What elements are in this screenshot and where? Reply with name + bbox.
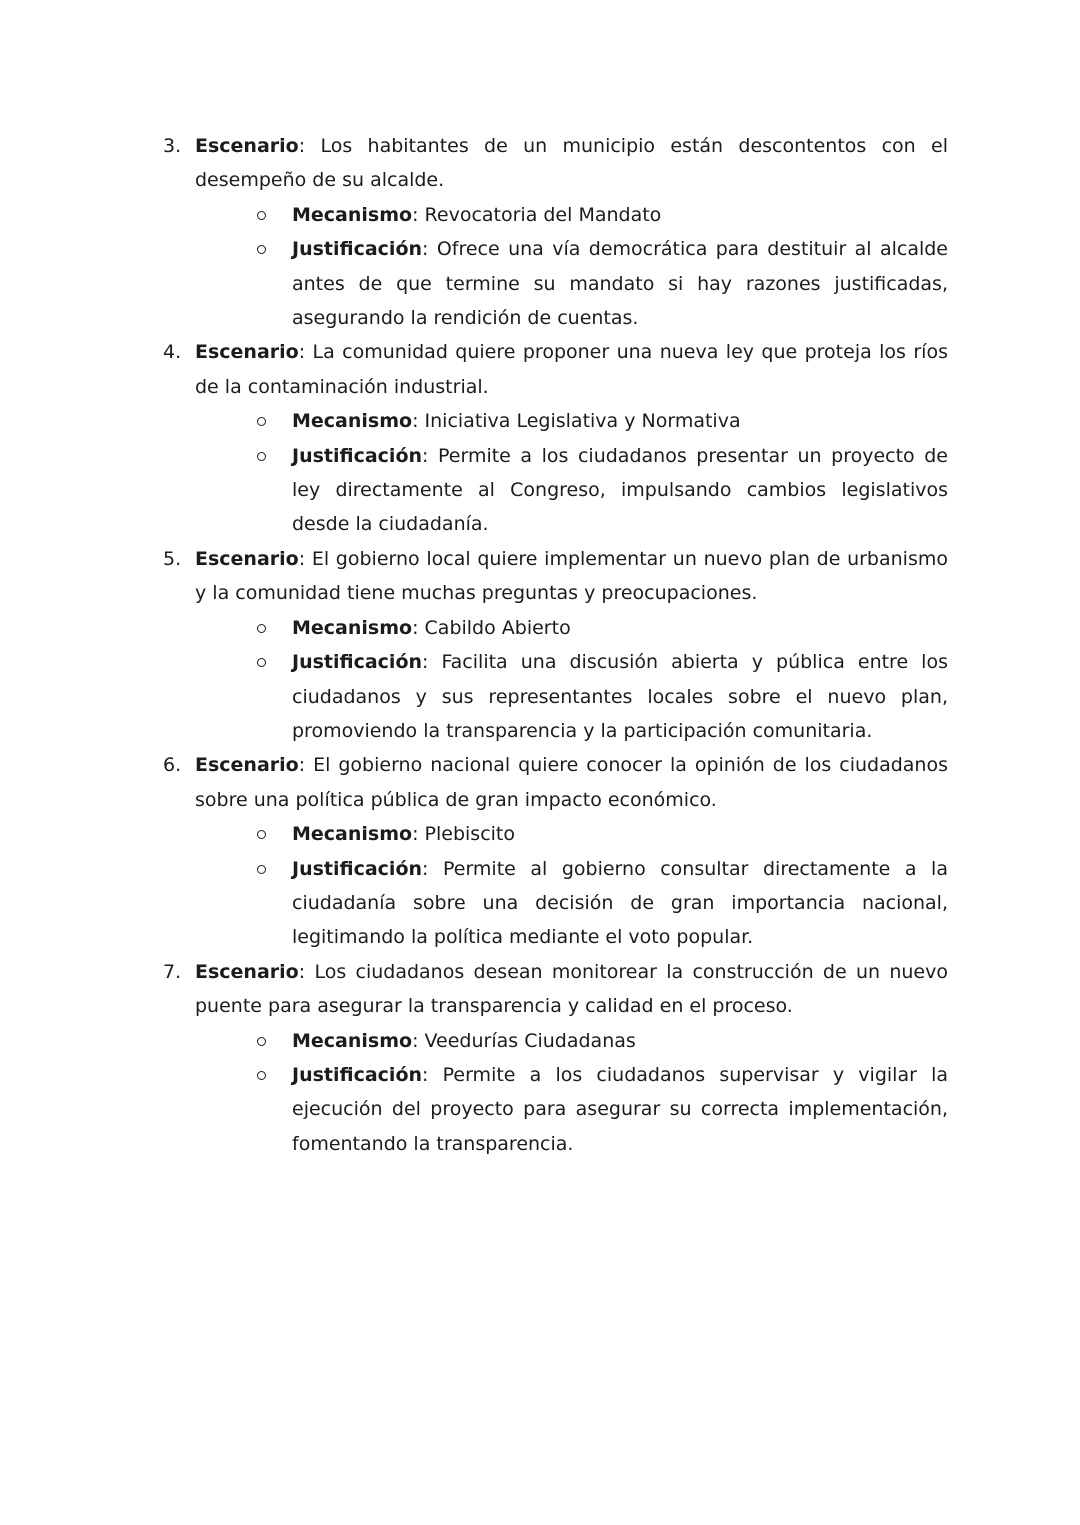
mechanism-item: Mecanismo: Veedurías Ciudadanas — [195, 1024, 948, 1058]
justification-value: Permite al gobierno consultar directamente a la ciudadanía sobre una decisión de gran importancia nacional, legitimando la política mediante el voto popular. — [292, 857, 948, 949]
justification-value: Permite a los ciudadanos presentar un proyecto de ley directamente al Congreso, impulsando cambios legislativos desde la ciudadanía. — [292, 444, 948, 536]
mechanism-label: Mecanismo — [292, 823, 413, 846]
circle-bullet-icon — [257, 417, 266, 426]
scenario-description: Escenario: El gobierno local quiere implementar un nuevo plan de urbanismo y la comunidad tiene muchas preguntas y preocupaciones. — [195, 547, 948, 605]
scenario-number: 5. — [163, 547, 182, 570]
document-page — [163, 129, 948, 1161]
mechanism-label: Mecanismo — [292, 410, 413, 433]
scenario-item — [163, 335, 948, 541]
scenario-description: Escenario: El gobierno nacional quiere conocer la opinión de los ciudadanos sobre una política pública de gran impacto económico. — [195, 754, 948, 811]
justification-value: Permite a los ciudadanos supervisar y vigilar la ejecución del proyecto para asegurar su correcta implementación, fomentando la transparencia. — [292, 1063, 948, 1155]
justification-value: Ofrece una vía democrática para destituir al alcalde antes de que termine su mandato si hay razones justificadas, asegurando la rendición de cuentas. — [292, 238, 948, 330]
circle-bullet-icon — [257, 1037, 266, 1046]
justification-item: Justificación: Permite a los ciudadanos presentar un proyecto de ley directamente al Congreso, impulsando cambios legislativos desde la ciudadanía. — [195, 439, 948, 542]
scenario-text: Los habitantes de un municipio están descontentos con el desempeño de su alcalde. — [195, 135, 948, 192]
scenario-description: Escenario: Los habitantes de un municipio están descontentos con el desempeño de su alcalde. — [195, 135, 948, 192]
scenario-text: El gobierno nacional quiere conocer la opinión de los ciudadanos sobre una política pública de gran impacto económico. — [195, 754, 948, 811]
mechanism-label: Mecanismo — [292, 1029, 413, 1052]
scenario-description: Escenario: La comunidad quiere proponer una nueva ley que proteja los ríos de la contaminación industrial. — [195, 341, 948, 398]
circle-bullet-icon — [257, 624, 266, 633]
circle-bullet-icon — [257, 245, 266, 254]
justification-label: Justificación — [292, 444, 423, 467]
scenario-label: Escenario — [195, 135, 299, 157]
mechanism-value: Revocatoria del Mandato — [424, 203, 662, 226]
mechanism-value: Cabildo Abierto — [424, 616, 571, 639]
justification-value: Facilita una discusión abierta y pública entre los ciudadanos y sus representantes locales sobre el nuevo plan, promoviendo la transparencia y la participación comunitaria. — [292, 651, 948, 742]
scenario-item — [163, 748, 948, 954]
scenario-text: El gobierno local quiere implementar un nuevo plan de urbanismo y la comunidad tiene muchas preguntas y preocupaciones. — [195, 547, 948, 605]
mechanism-value: Iniciativa Legislativa y Normativa — [424, 410, 741, 433]
justification-label: Justificación — [292, 857, 423, 880]
scenario-details — [195, 1024, 948, 1162]
scenario-item — [163, 129, 948, 335]
scenario-label: Escenario — [195, 547, 299, 570]
justification-item: Justificación: Ofrece una vía democrática para destituir al alcalde antes de que termine su mandato si hay razones justificadas, asegurando la rendición de cuentas. — [195, 232, 948, 335]
mechanism-value: Plebiscito — [424, 823, 515, 846]
scenario-number: 6. — [163, 754, 182, 777]
justification-item: Justificación: Permite a los ciudadanos supervisar y vigilar la ejecución del proyecto para asegurar su correcta implementación, fomentando la transparencia. — [195, 1058, 948, 1161]
scenario-label: Escenario — [195, 754, 299, 777]
scenario-item — [163, 542, 948, 748]
circle-bullet-icon — [257, 865, 266, 874]
scenario-details — [195, 611, 948, 749]
circle-bullet-icon — [257, 658, 266, 667]
justification-label: Justificación — [292, 651, 423, 674]
scenario-text: La comunidad quiere proponer una nueva ley que proteja los ríos de la contaminación industrial. — [195, 341, 948, 398]
circle-bullet-icon — [257, 211, 266, 220]
scenario-label: Escenario — [195, 341, 299, 364]
circle-bullet-icon — [257, 452, 266, 461]
mechanism-value: Veedurías Ciudadanas — [424, 1029, 636, 1052]
scenario-text: Los ciudadanos desean monitorear la construcción de un nuevo puente para asegurar la transparencia y calidad en el proceso. — [195, 960, 948, 1018]
scenario-details — [195, 404, 948, 542]
circle-bullet-icon — [257, 830, 266, 839]
scenario-item — [163, 955, 948, 1161]
mechanism-label: Mecanismo — [292, 616, 413, 639]
circle-bullet-icon — [257, 1071, 266, 1080]
scenario-details — [195, 198, 948, 336]
scenario-details — [195, 817, 948, 955]
justification-item: Justificación: Permite al gobierno consultar directamente a la ciudadanía sobre una decisión de gran importancia nacional, legitimando la política mediante el voto popular. — [195, 852, 948, 955]
scenario-number: 4. — [163, 341, 182, 364]
justification-label: Justificación — [292, 238, 423, 261]
justification-label: Justificación — [292, 1063, 423, 1086]
mechanism-item: Mecanismo: Cabildo Abierto — [195, 611, 948, 645]
mechanism-item: Mecanismo: Revocatoria del Mandato — [195, 198, 948, 232]
mechanism-item: Mecanismo: Plebiscito — [195, 817, 948, 851]
mechanism-label: Mecanismo — [292, 203, 413, 226]
scenario-description: Escenario: Los ciudadanos desean monitorear la construcción de un nuevo puente para asegurar la transparencia y calidad en el proceso. — [195, 960, 948, 1018]
scenario-label: Escenario — [195, 960, 299, 983]
scenario-number: 3. — [163, 135, 182, 157]
mechanism-item: Mecanismo: Iniciativa Legislativa y Normativa — [195, 404, 948, 438]
scenario-number: 7. — [163, 960, 182, 983]
justification-item: Justificación: Facilita una discusión abierta y pública entre los ciudadanos y sus representantes locales sobre el nuevo plan, promoviendo la transparencia y la participación comunitaria. — [195, 645, 948, 748]
